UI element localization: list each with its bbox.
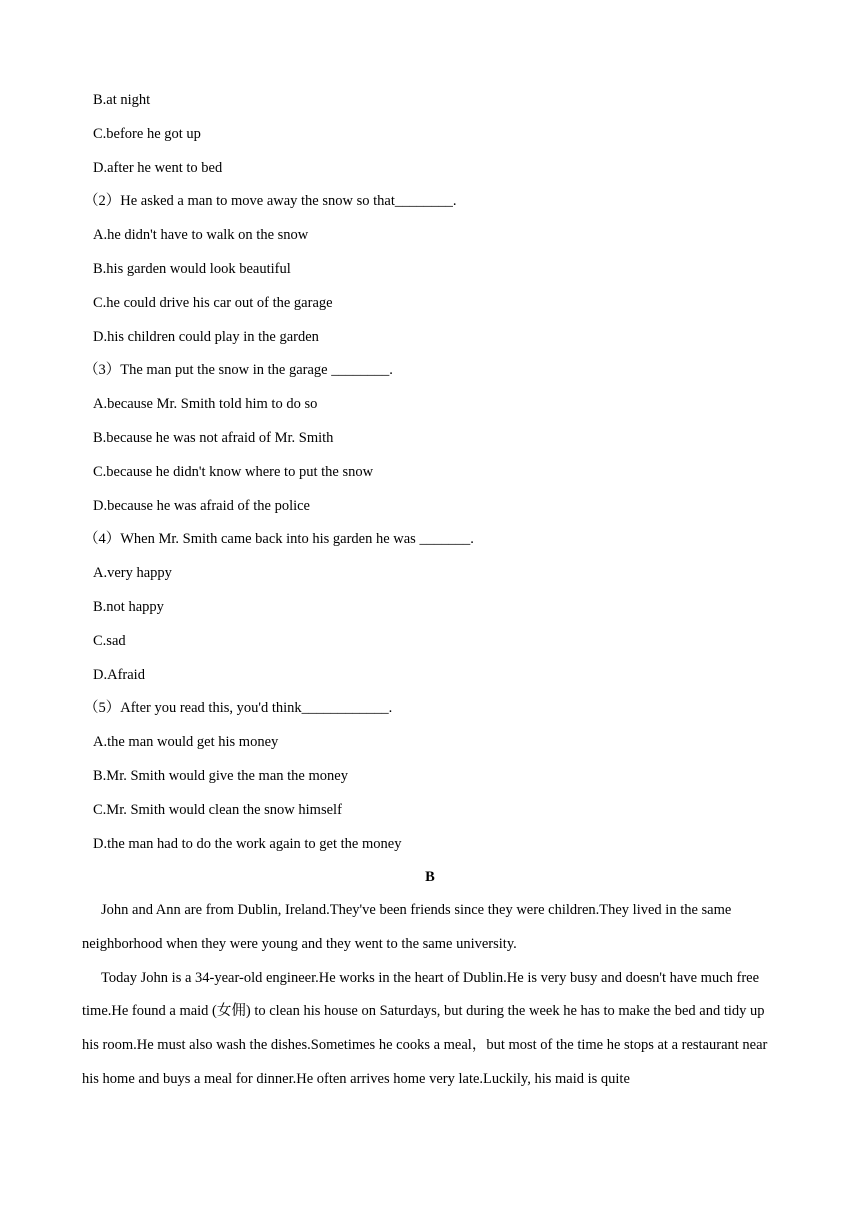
- q5-option-b: B.Mr. Smith would give the man the money: [93, 768, 348, 784]
- q3-stem: （3）The man put the snow in the garage ________.: [84, 362, 393, 378]
- q2-option-b: B.his garden would look beautiful: [93, 261, 291, 277]
- passage-paragraph-2: Today John is a 34-year-old engineer.He works in the heart of Dublin.He is very busy and doesn't have much free time.He found a maid (女佣) to clean his house on Saturdays, but during the week he has to make the bed and tidy up his room.He must also wash the dishes.Sometimes he cooks a meal，but most of the time he stops at a restaurant near his home and buys a meal for dinner.He often arrives home very late.Luckily, his maid is quite: [82, 969, 768, 1087]
- q5-option-a: A.the man would get his money: [93, 734, 279, 750]
- q5-option-d: D.the man had to do the work again to get the money: [93, 836, 402, 852]
- q1-option-d: D.after he went to bed: [93, 160, 223, 176]
- q2-stem: （2）He asked a man to move away the snow so that________.: [84, 193, 457, 209]
- q3-option-a: A.because Mr. Smith told him to do so: [93, 396, 318, 412]
- q1-option-c: C.before he got up: [93, 126, 201, 142]
- section-b-title: B: [425, 869, 435, 885]
- q1-option-b: B.at night: [93, 92, 151, 108]
- q4-option-a: A.very happy: [93, 565, 172, 581]
- q4-option-c: C.sad: [93, 633, 126, 649]
- q3-option-c: C.because he didn't know where to put the snow: [93, 464, 374, 480]
- q2-option-c: C.he could drive his car out of the garage: [93, 295, 333, 311]
- q4-option-b: B.not happy: [93, 599, 164, 615]
- passage-paragraph-1: John and Ann are from Dublin, Ireland.They've been friends since they were children.They lived in the same neighborhood when they were young and they went to the same university.: [82, 902, 732, 952]
- q4-stem: （4）When Mr. Smith came back into his garden he was _______.: [84, 531, 474, 547]
- q3-option-d: D.because he was afraid of the police: [93, 498, 310, 514]
- section-b-passage: [82, 894, 782, 1097]
- q5-option-c: C.Mr. Smith would clean the snow himself: [93, 802, 342, 818]
- q4-option-d: D.Afraid: [93, 667, 145, 683]
- q3-option-b: B.because he was not afraid of Mr. Smith: [93, 430, 334, 446]
- q2-option-d: D.his children could play in the garden: [93, 329, 319, 345]
- q2-option-a: A.he didn't have to walk on the snow: [93, 227, 309, 243]
- q5-stem: （5）After you read this, you'd think____________.: [84, 700, 393, 716]
